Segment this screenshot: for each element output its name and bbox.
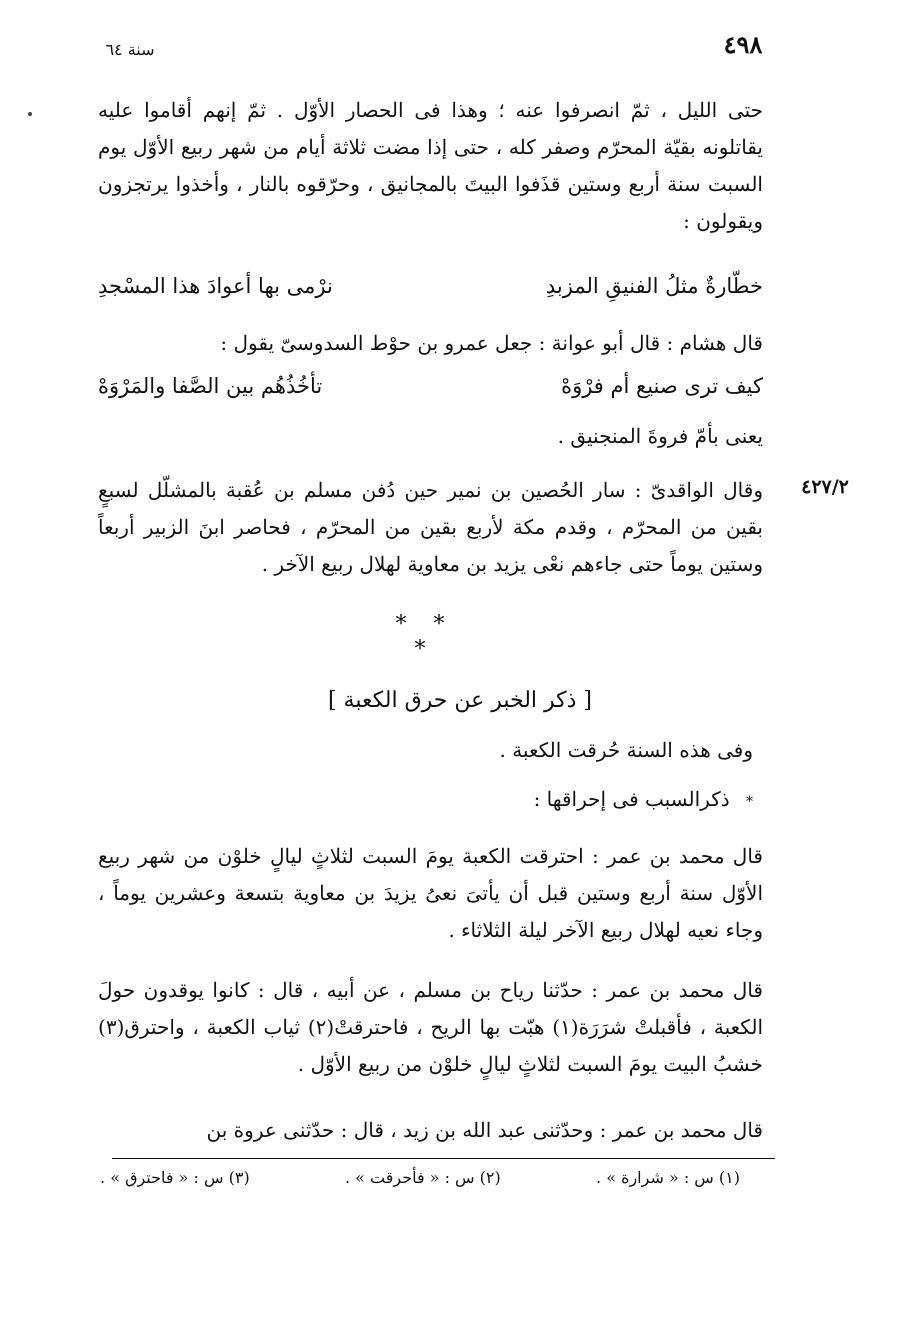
- section-separator: * * *: [395, 612, 455, 662]
- footnotes: [100, 1168, 740, 1187]
- bullet-asterisk: *: [746, 794, 753, 810]
- section-line-1: وفى هذه السنة حُرقت الكعبة .: [499, 738, 753, 762]
- footnote-1: (١) س : « شرارة » .: [596, 1168, 740, 1187]
- verse-1: [98, 268, 763, 305]
- section-line-2: [153, 787, 753, 811]
- verse-2-first-hemistich: كيف ترى صنيع أم فرْوَهْ: [561, 374, 763, 398]
- page-number: ٤٩٨: [723, 30, 763, 59]
- section-heading: [ ذكر الخبر عن حرق الكعبة ]: [327, 688, 593, 713]
- section-line-2-text: ذكرالسبب فى إحراقها :: [533, 787, 730, 811]
- footnote-3: (٣) س : « فاحترق » .: [100, 1168, 250, 1187]
- footnote-2: (٢) س : « فأحرقت » .: [344, 1168, 501, 1187]
- running-header-year: سنة ٦٤: [105, 40, 155, 59]
- narration-1: قال هشام : قال أبو عوانة : جعل عمرو بن حوْط السدوسىّ يقول :: [220, 331, 763, 355]
- paragraph-5: قال محمد بن عمر : وحدّثنى عبد الله بن زيد ، قال : حدّثنى عروة بن: [206, 1118, 763, 1142]
- verse-1-second-hemistich: نرْمى بها أعوادَ هذا المسْجدِ: [98, 274, 333, 298]
- margin-reference: ٤٢٧/٢: [801, 476, 849, 498]
- verse-2: [98, 368, 763, 405]
- paragraph-1: حتى الليل ، ثمّ انصرفوا عنه ؛ وهذا فى الحصار الأوّل . ثمّ إنهم أقاموا عليه يقاتلونه بقيّة المحرّم وصفر كله ، حتى إذا مضت ثلاثة أيام من شهر ربيع الأوّل يوم السبت سنة أربع وستين قذَفوا البيتَ بالمجانيق ، وحرّقوه بالنار ، وأخذوا يرتجزون ويقولون :: [98, 98, 763, 233]
- footnote-rule: [112, 1158, 775, 1159]
- paragraph-3: قال محمد بن عمر : احترقت الكعبة يومَ السبت لثلاثٍ ليالٍ خلوْن من شهر ربيع الأوّل سنة أربع وستين قبل أن يأتىَ نعىُ يزيدَ بن معاوية بتسعة وعشرين يوماً ، وجاء نعيه لهلال ربيع الآخر ليلة الثلاثاء .: [98, 844, 763, 942]
- narration-2: يعنى بأمّ فروةَ المنجنيق .: [557, 424, 763, 448]
- paragraph-4: قال محمد بن عمر : حدّثنا رياح بن مسلم ، عن أبيه ، قال : كانوا يوقدون حولَ الكعبة ، فأقبلتْ شرَرَة(١) هبّت بها الريح ، فاحترقتْ(٢) ثياب الكعبة ، واحترق(٣) خشبُ البيت يومَ السبت لثلاثٍ ليالٍ خلوْن من ربيع الأوّل .: [98, 978, 763, 1076]
- verse-2-second-hemistich: تأخُذُهُم بين الصَّفا والمَرْوَهْ: [98, 374, 323, 398]
- verse-1-first-hemistich: خطّارةٌ مثلُ الفنيقِ المزبدِ: [545, 274, 763, 298]
- paragraph-2: وقال الواقدىّ : سار الحُصين بن نمير حين دُفن مسلم بن عُقبة بالمشلّل لسبعٍ بقين من المحرّم ، وقدم مكة لأربع بقين من المحرّم ، فحاصر ابنَ الزبير أربعاً وستين يوماً حتى جاءهم نعْى يزيد بن معاوية لهلال ربيع الآخر .: [98, 478, 763, 576]
- margin-speck: [28, 112, 32, 116]
